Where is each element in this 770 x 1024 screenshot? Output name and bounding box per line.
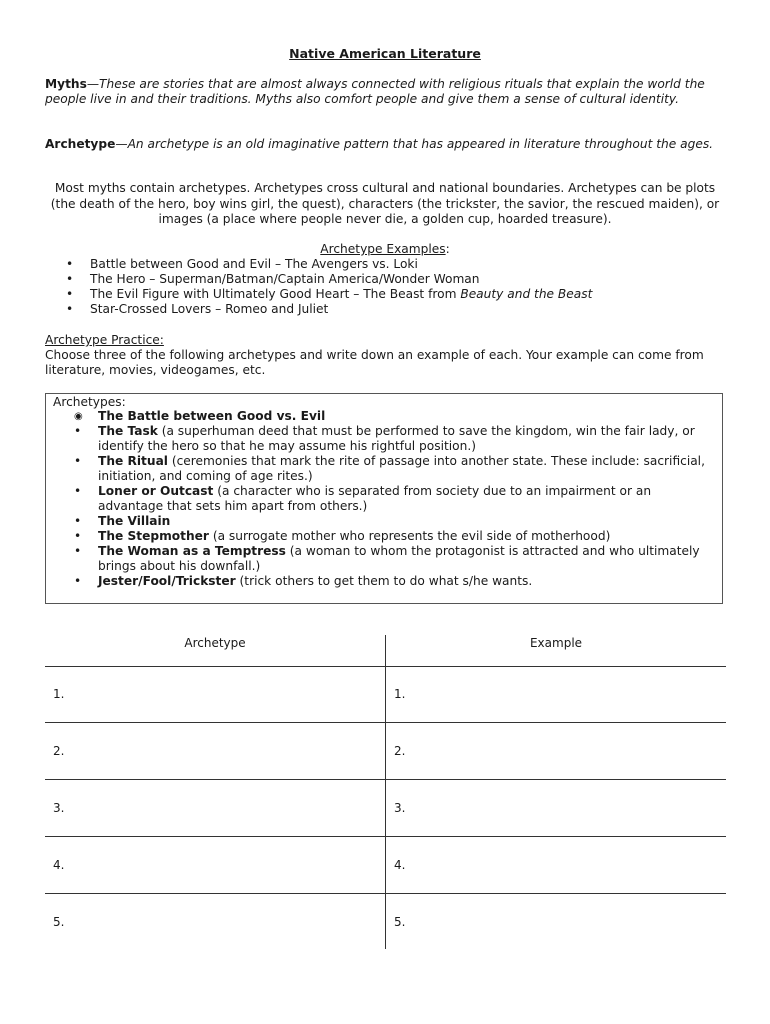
list-item: • The Ritual (ceremonies that mark the rite of passage into another state. These include: sacrificial, initiation, and coming of age rites.) bbox=[74, 454, 705, 483]
examples-list bbox=[66, 257, 730, 317]
list-item: • The Evil Figure with Ultimately Good Heart – The Beast from Beauty and the Beast bbox=[66, 287, 593, 301]
archetypes-box-label: Archetypes: bbox=[53, 395, 126, 409]
bullet-icon: • bbox=[66, 257, 74, 271]
table-rule bbox=[45, 836, 726, 837]
table-rule bbox=[45, 893, 726, 894]
page-title: Native American Literature bbox=[289, 46, 481, 61]
list-item: • The Task (a superhuman deed that must be performed to save the kingdom, win the fair lady, or identify the hero so that he may assume his rightful position.) bbox=[74, 424, 695, 453]
table-cell[interactable]: 1. bbox=[394, 687, 406, 701]
list-item: • The Stepmother (a surrogate mother who represents the evil side of motherhood) bbox=[74, 529, 611, 543]
list-item: ◉ The Battle between Good vs. Evil bbox=[74, 409, 326, 423]
table-cell[interactable]: 1. bbox=[53, 687, 65, 701]
table-column-divider bbox=[385, 635, 386, 949]
table-cell[interactable]: 4. bbox=[53, 858, 65, 872]
intro-paragraph: Most myths contain archetypes. Archetypes cross cultural and national boundaries. Archetypes can be plots (the death of the hero, boy wins girl, the quest), characters (the trickster, the savior, the rescued maiden), or images (a place where people never die, a golden cup, hoarded treasure). bbox=[50, 181, 720, 226]
archetype-term: Archetype bbox=[45, 137, 116, 151]
bullet-icon: • bbox=[74, 544, 82, 558]
myths-text: —These are stories that are almost always connected with religious rituals that explain the world the people live in and their traditions. Myths also comfort people and give them a sense of cultural identity. bbox=[45, 77, 705, 106]
examples-heading-text: Archetype Examples bbox=[320, 242, 446, 256]
list-item: • The Woman as a Temptress (a woman to whom the protagonist is attracted and who ultimately brings about his downfall.) bbox=[74, 544, 700, 573]
list-item: • The Villain bbox=[74, 514, 171, 528]
myths-term: Myths bbox=[45, 77, 87, 91]
bullet-icon: • bbox=[74, 484, 82, 498]
table-cell[interactable]: 4. bbox=[394, 858, 406, 872]
table-cell[interactable]: 3. bbox=[394, 801, 406, 815]
myths-definition bbox=[45, 77, 717, 107]
table-rule bbox=[45, 779, 726, 780]
bullet-icon: • bbox=[66, 302, 74, 316]
bullet-icon: • bbox=[74, 514, 82, 528]
bullet-icon: • bbox=[66, 272, 74, 286]
target-bullet-icon: ◉ bbox=[74, 411, 83, 422]
table-rule bbox=[45, 666, 726, 667]
table-cell[interactable]: 2. bbox=[394, 744, 406, 758]
list-item: • Jester/Fool/Trickster (trick others to get them to do what s/he wants. bbox=[74, 574, 533, 588]
archetype-text: —An archetype is an old imaginative pattern that has appeared in literature throughout the ages. bbox=[115, 137, 714, 151]
bullet-icon: • bbox=[74, 574, 82, 588]
list-item: • Battle between Good and Evil – The Avengers vs. Loki bbox=[66, 257, 418, 271]
table-cell[interactable]: 5. bbox=[394, 915, 406, 929]
bullet-icon: • bbox=[74, 529, 82, 543]
list-item: • The Hero – Superman/Batman/Captain America/Wonder Woman bbox=[66, 272, 480, 286]
table-cell[interactable]: 5. bbox=[53, 915, 65, 929]
table-cell[interactable]: 3. bbox=[53, 801, 65, 815]
list-item: • Star-Crossed Lovers – Romeo and Juliet bbox=[66, 302, 329, 316]
archetypes-list bbox=[74, 409, 718, 589]
examples-heading-colon: : bbox=[445, 242, 450, 256]
archetype-definition bbox=[45, 137, 717, 152]
practice-instructions: Choose three of the following archetypes and write down an example of each. Your example can come from literature, movies, videogames, etc. bbox=[45, 348, 704, 377]
table-header-example: Example bbox=[529, 636, 583, 650]
archetypes-box bbox=[45, 393, 723, 604]
examples-heading bbox=[0, 242, 770, 256]
table-rule bbox=[45, 722, 726, 723]
table-cell[interactable]: 2. bbox=[53, 744, 65, 758]
table-header-archetype: Archetype bbox=[184, 636, 246, 650]
practice-heading: Archetype Practice: bbox=[45, 333, 164, 347]
bullet-icon: • bbox=[74, 454, 82, 468]
list-item: • Loner or Outcast (a character who is separated from society due to an impairment or an advantage that sets him apart from others.) bbox=[74, 484, 652, 513]
bullet-icon: • bbox=[66, 287, 74, 301]
bullet-icon: • bbox=[74, 424, 82, 438]
